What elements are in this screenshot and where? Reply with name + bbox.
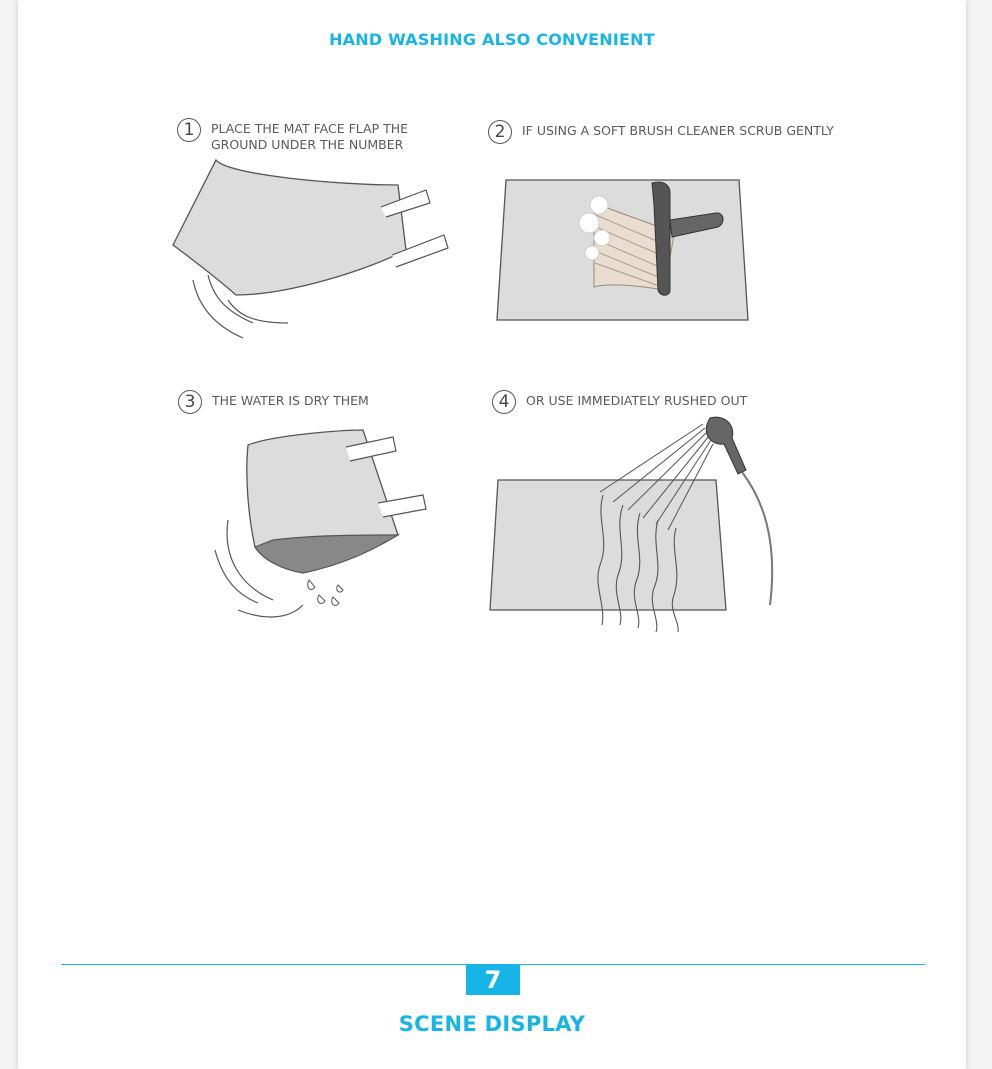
step-text: IF USING A SOFT BRUSH CLEANER SCRUB GENTLY xyxy=(522,123,834,138)
page xyxy=(18,0,966,1069)
step-text: PLACE THE MAT FACE FLAP THE GROUND UNDER THE NUMBER xyxy=(211,121,409,152)
step-number: 4 xyxy=(492,390,516,414)
step-3-caption xyxy=(178,390,369,414)
step-number: 2 xyxy=(488,120,512,144)
brush-scrub-illustration xyxy=(494,175,754,325)
step-number: 3 xyxy=(178,390,202,414)
step-1-caption xyxy=(177,118,408,153)
section-title: SCENE DISPLAY xyxy=(398,1012,586,1036)
step-2-caption xyxy=(488,120,834,144)
step-number: 1 xyxy=(177,118,201,142)
section-number-badge: 7 xyxy=(466,965,520,995)
step-text: OR USE IMMEDIATELY RUSHED OUT xyxy=(526,393,748,408)
mat-flap-illustration xyxy=(168,155,458,345)
mat-shake-dry-illustration xyxy=(193,425,433,625)
page-title: HAND WASHING ALSO CONVENIENT xyxy=(329,30,655,49)
shower-rinse-illustration xyxy=(488,410,778,635)
step-text: THE WATER IS DRY THEM xyxy=(212,393,369,408)
